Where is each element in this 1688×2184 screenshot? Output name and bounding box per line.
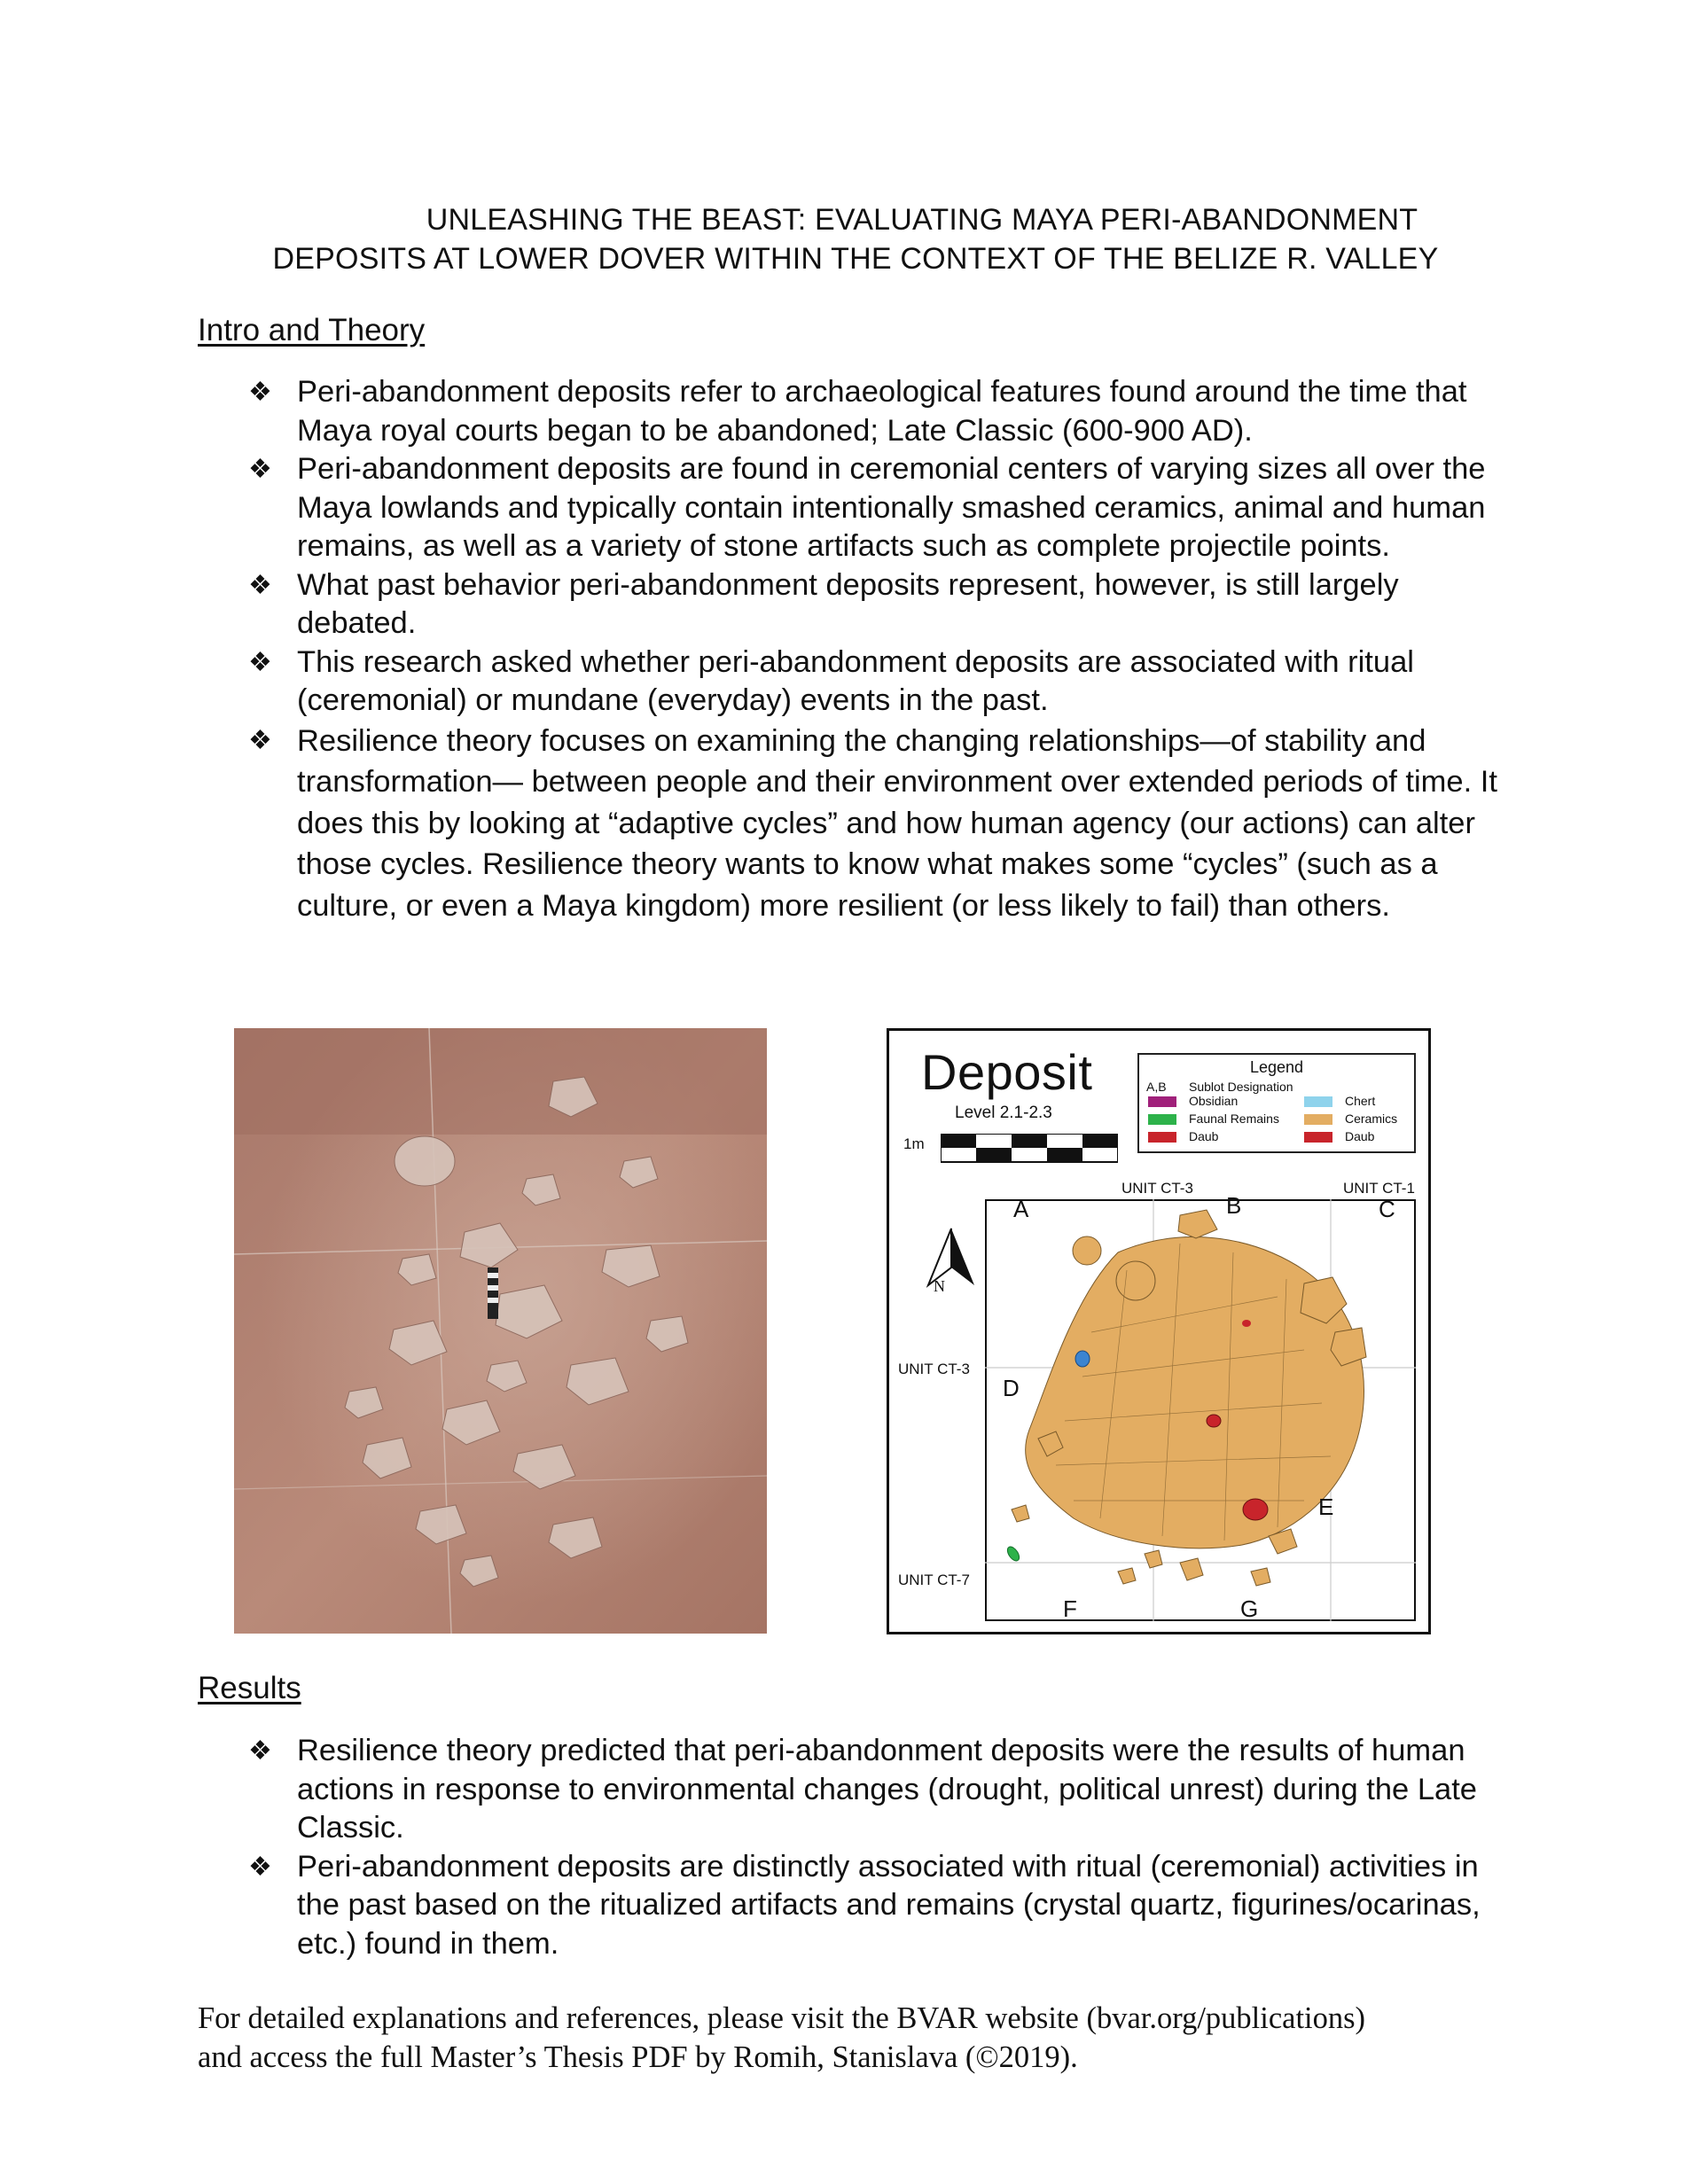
list-item: ❖ Resilience theory focuses on examining the changing relationships—of stability and transformation— between people and their environment over extended periods of time. It does this by looking at “adaptive cycles” and how human agency (our actions) can alter those cycles. Resilience theory wants to know what makes some “cycles” (such as a culture, or even a Maya kingdom) more resilient (or less likely to fail) than others. (248, 721, 1498, 927)
legend-chert: Chert (1345, 1094, 1376, 1108)
bullet-diamond-icon: ❖ (248, 647, 272, 677)
map-level: Level 2.1-2.3 (955, 1104, 1052, 1122)
sublot-e: E (1318, 1494, 1334, 1520)
list-item: ❖ This research asked whether peri-abandonment deposits are associated with ritual (ceremonial) or mundane (everyday) events in the past. (248, 644, 1414, 717)
list-item: ❖ Peri-abandonment deposits are found in ceremonial centers of varying sizes all over the Maya lowlands and typically contain intentionally smashed ceramics, animal and human remains, as well as a variety of stone artifacts such as complete projectile points. (248, 452, 1486, 563)
title-line-1: UNLEASHING THE BEAST: EVALUATING MAYA PERI-ABANDONMENT (426, 203, 1418, 237)
legend-ceramics: Ceramics (1345, 1112, 1398, 1126)
footer-line-2: and access the full Master’s Thesis PDF by Romih, Stanislava (©2019). (198, 2040, 1078, 2074)
unit-label-top-right: UNIT CT-1 (1343, 1180, 1415, 1197)
list-item: ❖ Resilience theory predicted that peri-abandonment deposits were the results of human actions in response to environmental changes (drought, political unrest) during the Late Classic. (248, 1734, 1477, 1845)
sublot-a: A (1013, 1196, 1029, 1222)
sublot-g: G (1240, 1595, 1259, 1622)
bullet-diamond-icon: ❖ (248, 1852, 272, 1882)
excavation-photo (234, 1028, 767, 1634)
list-item: ❖ Peri-abandonment deposits refer to archaeological features found around the time that Maya royal courts began to be abandoned; Late Classic (600-900 AD). (248, 375, 1467, 448)
footer-note (198, 1999, 1510, 2077)
daub-swatch (1148, 1132, 1176, 1143)
north-arrow-icon (898, 1221, 996, 1319)
title-line-2: DEPOSITS AT LOWER DOVER WITHIN THE CONTEXT OF THE BELIZE R. VALLEY (272, 242, 1439, 276)
results-heading: Results (198, 1671, 301, 1705)
unit-label-left-mid: UNIT CT-3 (898, 1361, 970, 1377)
sublot-f: F (1063, 1595, 1077, 1622)
bullet-diamond-icon: ❖ (248, 725, 272, 755)
unit-label-left-bottom: UNIT CT-7 (898, 1572, 970, 1588)
chert-swatch (1304, 1096, 1332, 1107)
legend-sublot-key: A,B (1146, 1080, 1167, 1094)
legend-daub-2: Daub (1345, 1129, 1375, 1143)
document-title (199, 200, 1512, 278)
obsidian-swatch (1148, 1096, 1176, 1107)
sublot-c: C (1379, 1196, 1395, 1222)
sublot-d: D (1003, 1375, 1020, 1401)
list-item: ❖ Peri-abandonment deposits are distinctly associated with ritual (ceremonial) activities in the past based on the ritualized artifacts and remains (crystal quartz, figurines/ocarinas, etc.) found in them. (248, 1849, 1481, 1961)
legend-sublot-label: Sublot Designation (1189, 1080, 1293, 1094)
map-legend (1137, 1053, 1416, 1153)
results-bullet-list (248, 1732, 1498, 1963)
bullet-diamond-icon: ❖ (248, 378, 272, 407)
legend-daub: Daub (1189, 1129, 1219, 1143)
deposit-map (887, 1028, 1431, 1634)
sublot-b: B (1226, 1192, 1242, 1219)
intro-heading: Intro and Theory (198, 313, 426, 347)
faunal-swatch (1148, 1114, 1176, 1125)
unit-label-top-left: UNIT CT-3 (1121, 1180, 1193, 1197)
bullet-diamond-icon: ❖ (248, 455, 272, 484)
legend-faunal: Faunal Remains (1189, 1112, 1279, 1126)
bullet-diamond-icon: ❖ (248, 1736, 272, 1766)
list-item: ❖ What past behavior peri-abandonment deposits represent, however, is still largely debated. (248, 567, 1399, 640)
ceramics-swatch (1304, 1114, 1332, 1125)
scale-label: 1m (903, 1135, 925, 1152)
footer-line-1: For detailed explanations and references, please visit the BVAR website (bvar.org/publications) (198, 2001, 1366, 2035)
north-label: N (934, 1277, 945, 1295)
deposit-plan (985, 1199, 1416, 1621)
map-title: Deposit (921, 1044, 1093, 1100)
bullet-diamond-icon: ❖ (248, 570, 272, 600)
intro-bullet-list (248, 373, 1498, 926)
daub-swatch-2 (1304, 1132, 1332, 1143)
scale-bar (941, 1134, 1118, 1164)
legend-obsidian: Obsidian (1189, 1094, 1239, 1108)
legend-title: Legend (1249, 1058, 1304, 1076)
